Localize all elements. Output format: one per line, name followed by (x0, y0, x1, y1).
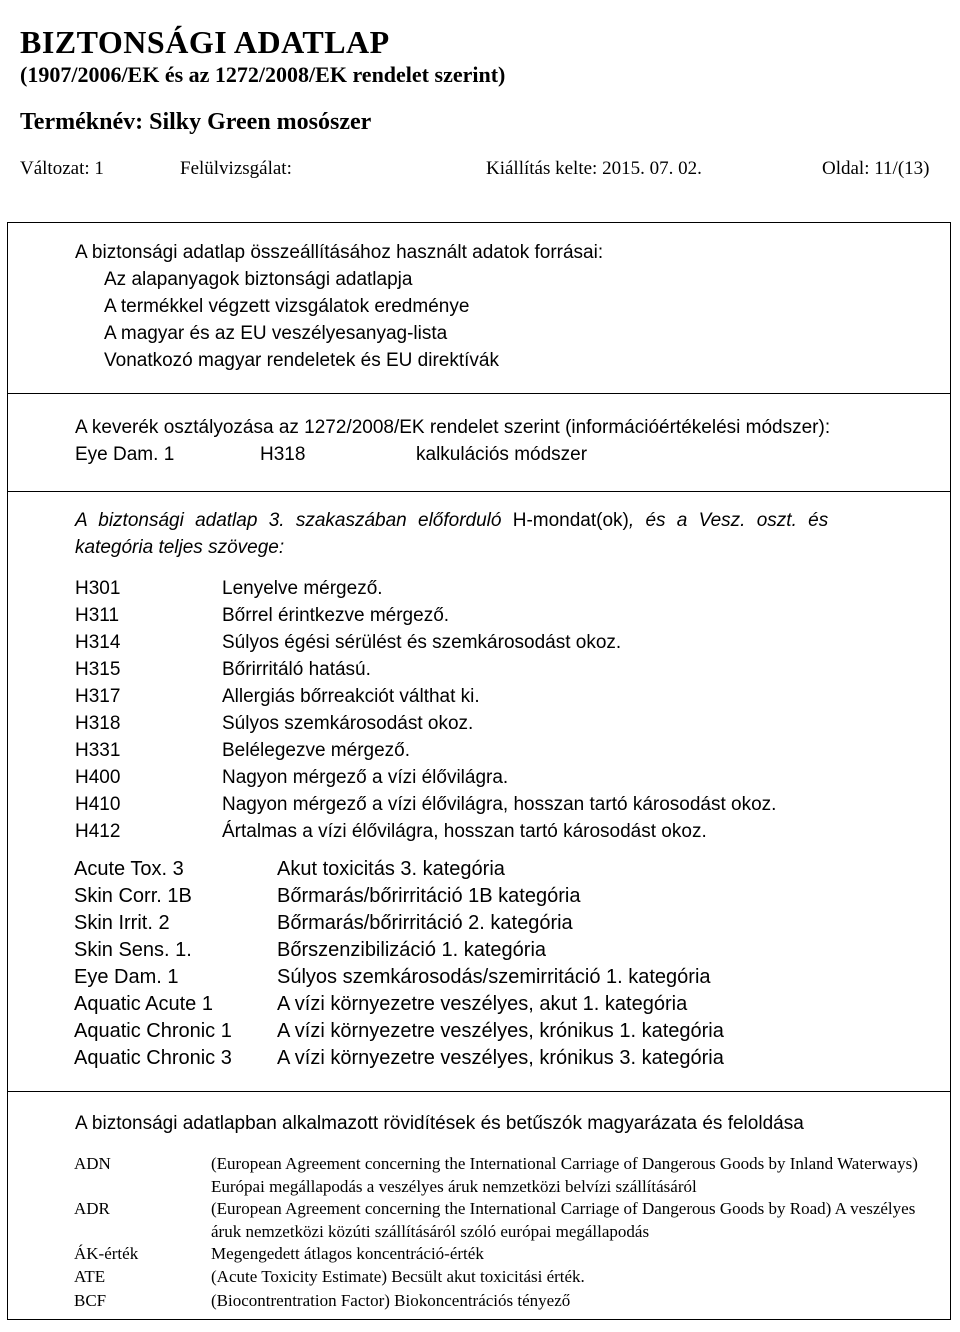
document-title: BIZTONSÁGI ADATLAP (20, 24, 390, 60)
hazard-class-code: Aquatic Chronic 1 (74, 1020, 232, 1042)
hazard-class-code: Acute Tox. 3 (74, 858, 184, 880)
abbreviation-code: ÁK-érték (74, 1244, 139, 1263)
abbreviation-text: (European Agreement concerning the International Carriage of Dangerous Goods by Road) A veszélyes áruk nemzetközi közúti szállításáról szóló európai megállapodás (211, 1199, 916, 1241)
abbreviation-code: ATE (74, 1267, 106, 1286)
divider (7, 393, 951, 394)
classification-heading: A keverék osztályozása az 1272/2008/EK rendelet szerint (információértékelési módszer): (75, 417, 831, 438)
hazard-class-text: Súlyos szemkárosodás/szemirritáció 1. kategória (277, 966, 711, 988)
hstatement-text: Bőrirritáló hatású. (222, 659, 371, 680)
divider (7, 1091, 951, 1092)
hazard-class-text: A vízi környezetre veszélyes, krónikus 3. kategória (277, 1047, 724, 1069)
abbreviation-text: (European Agreement concerning the International Carriage of Dangerous Goods by Inland Waterways) Európai megállapodás a veszélyes áruk nemzetközi belvízi szállításáról (211, 1154, 918, 1196)
hstatement-code: H331 (75, 740, 121, 761)
hstatement-text: Súlyos égési sérülést és szemkárosodást okoz. (222, 632, 622, 653)
hazard-class-text: A vízi környezetre veszélyes, krónikus 1. kategória (277, 1020, 724, 1042)
source-item: Az alapanyagok biztonsági adatlapja (104, 269, 413, 290)
hazard-class-text: A vízi környezetre veszélyes, akut 1. kategória (277, 993, 688, 1015)
hstatement-code: H315 (75, 659, 121, 680)
hazard-class-code: Eye Dam. 1 (74, 966, 179, 988)
hstatement-text: Ártalmas a vízi élővilágra, hosszan tartó károsodást okoz. (222, 821, 707, 842)
divider (7, 222, 951, 223)
hstatement-text: Súlyos szemkárosodást okoz. (222, 713, 474, 734)
hstatement-text: Nagyon mérgező a vízi élővilágra. (222, 767, 509, 788)
abbreviation-code: BCF (74, 1291, 107, 1310)
abbreviation-text: Megengedett átlagos koncentráció-érték (211, 1244, 484, 1263)
product-name: Terméknév: Silky Green mosószer (20, 109, 372, 135)
divider (7, 491, 951, 492)
issue-date-label: Kiállítás kelte: 2015. 07. 02. (486, 158, 702, 179)
hstatement-code: H318 (75, 713, 121, 734)
abbreviation-text: (Acute Toxicity Estimate) Becsült akut toxicitási érték. (211, 1267, 585, 1286)
hazard-class-text: Bőrmarás/bőrirritáció 2. kategória (277, 912, 573, 934)
abbreviation-text: (Biocontrentration Factor) Biokoncentrációs tényező (211, 1291, 571, 1310)
hstatement-text: Belélegezve mérgező. (222, 740, 410, 761)
hstatement-text: Bőrrel érintkezve mérgező. (222, 605, 450, 626)
hstatement-code: H314 (75, 632, 121, 653)
hazard-class-text: Bőrmarás/bőrirritáció 1B kategória (277, 885, 581, 907)
hazard-class-text: Akut toxicitás 3. kategória (277, 858, 505, 880)
hstatement-code: H400 (75, 767, 121, 788)
hstatement-text: Nagyon mérgező a vízi élővilágra, hosszan tartó károsodást okoz. (222, 794, 777, 815)
hstatements-heading: A biztonsági adatlap 3. szakaszában előforduló H-mondat(ok), és a Vesz. oszt. és (75, 510, 829, 531)
abbreviations-heading: A biztonsági adatlapban alkalmazott rövidítések és betűszók magyarázata és feloldása (75, 1113, 804, 1134)
hazard-class-code: Aquatic Chronic 3 (74, 1047, 232, 1069)
sources-heading: A biztonsági adatlap összeállításához használt adatok forrásai: (75, 242, 604, 263)
abbreviation-code: ADR (74, 1199, 110, 1218)
source-item: A magyar és az EU veszélyesanyag-lista (104, 323, 448, 344)
revision-label: Felülvizsgálat: (180, 158, 292, 179)
source-item: A termékkel végzett vizsgálatok eredménye (104, 296, 470, 317)
version-label: Változat: 1 (20, 158, 104, 179)
abbreviation-code: ADN (74, 1154, 111, 1173)
divider (7, 1319, 951, 1320)
hstatement-code: H311 (75, 605, 120, 626)
page-number: Oldal: 11/(13) (822, 158, 930, 179)
hstatement-code: H301 (75, 578, 121, 599)
hazard-class-code: Aquatic Acute 1 (74, 993, 213, 1015)
hstatement-code: H317 (75, 686, 121, 707)
hazard-class-code: Skin Irrit. 2 (74, 912, 170, 934)
classification-code: H318 (260, 444, 306, 465)
hstatement-code: H410 (75, 794, 121, 815)
classification-method: kalkulációs módszer (416, 444, 588, 465)
hstatement-text: Lenyelve mérgező. (222, 578, 383, 599)
hstatement-text: Allergiás bőrreakciót válthat ki. (222, 686, 480, 707)
hazard-class-code: Skin Sens. 1. (74, 939, 192, 961)
source-item: Vonatkozó magyar rendeletek és EU direktívák (104, 350, 499, 371)
hstatements-heading-line2: kategória teljes szövege: (75, 537, 285, 558)
hazard-class-text: Bőrszenzibilizáció 1. kategória (277, 939, 547, 961)
hstatement-code: H412 (75, 821, 121, 842)
regulation-subtitle: (1907/2006/EK és az 1272/2008/EK rendelet szerint) (20, 62, 506, 87)
hazard-class-code: Skin Corr. 1B (74, 885, 192, 907)
classification-class: Eye Dam. 1 (75, 444, 175, 465)
